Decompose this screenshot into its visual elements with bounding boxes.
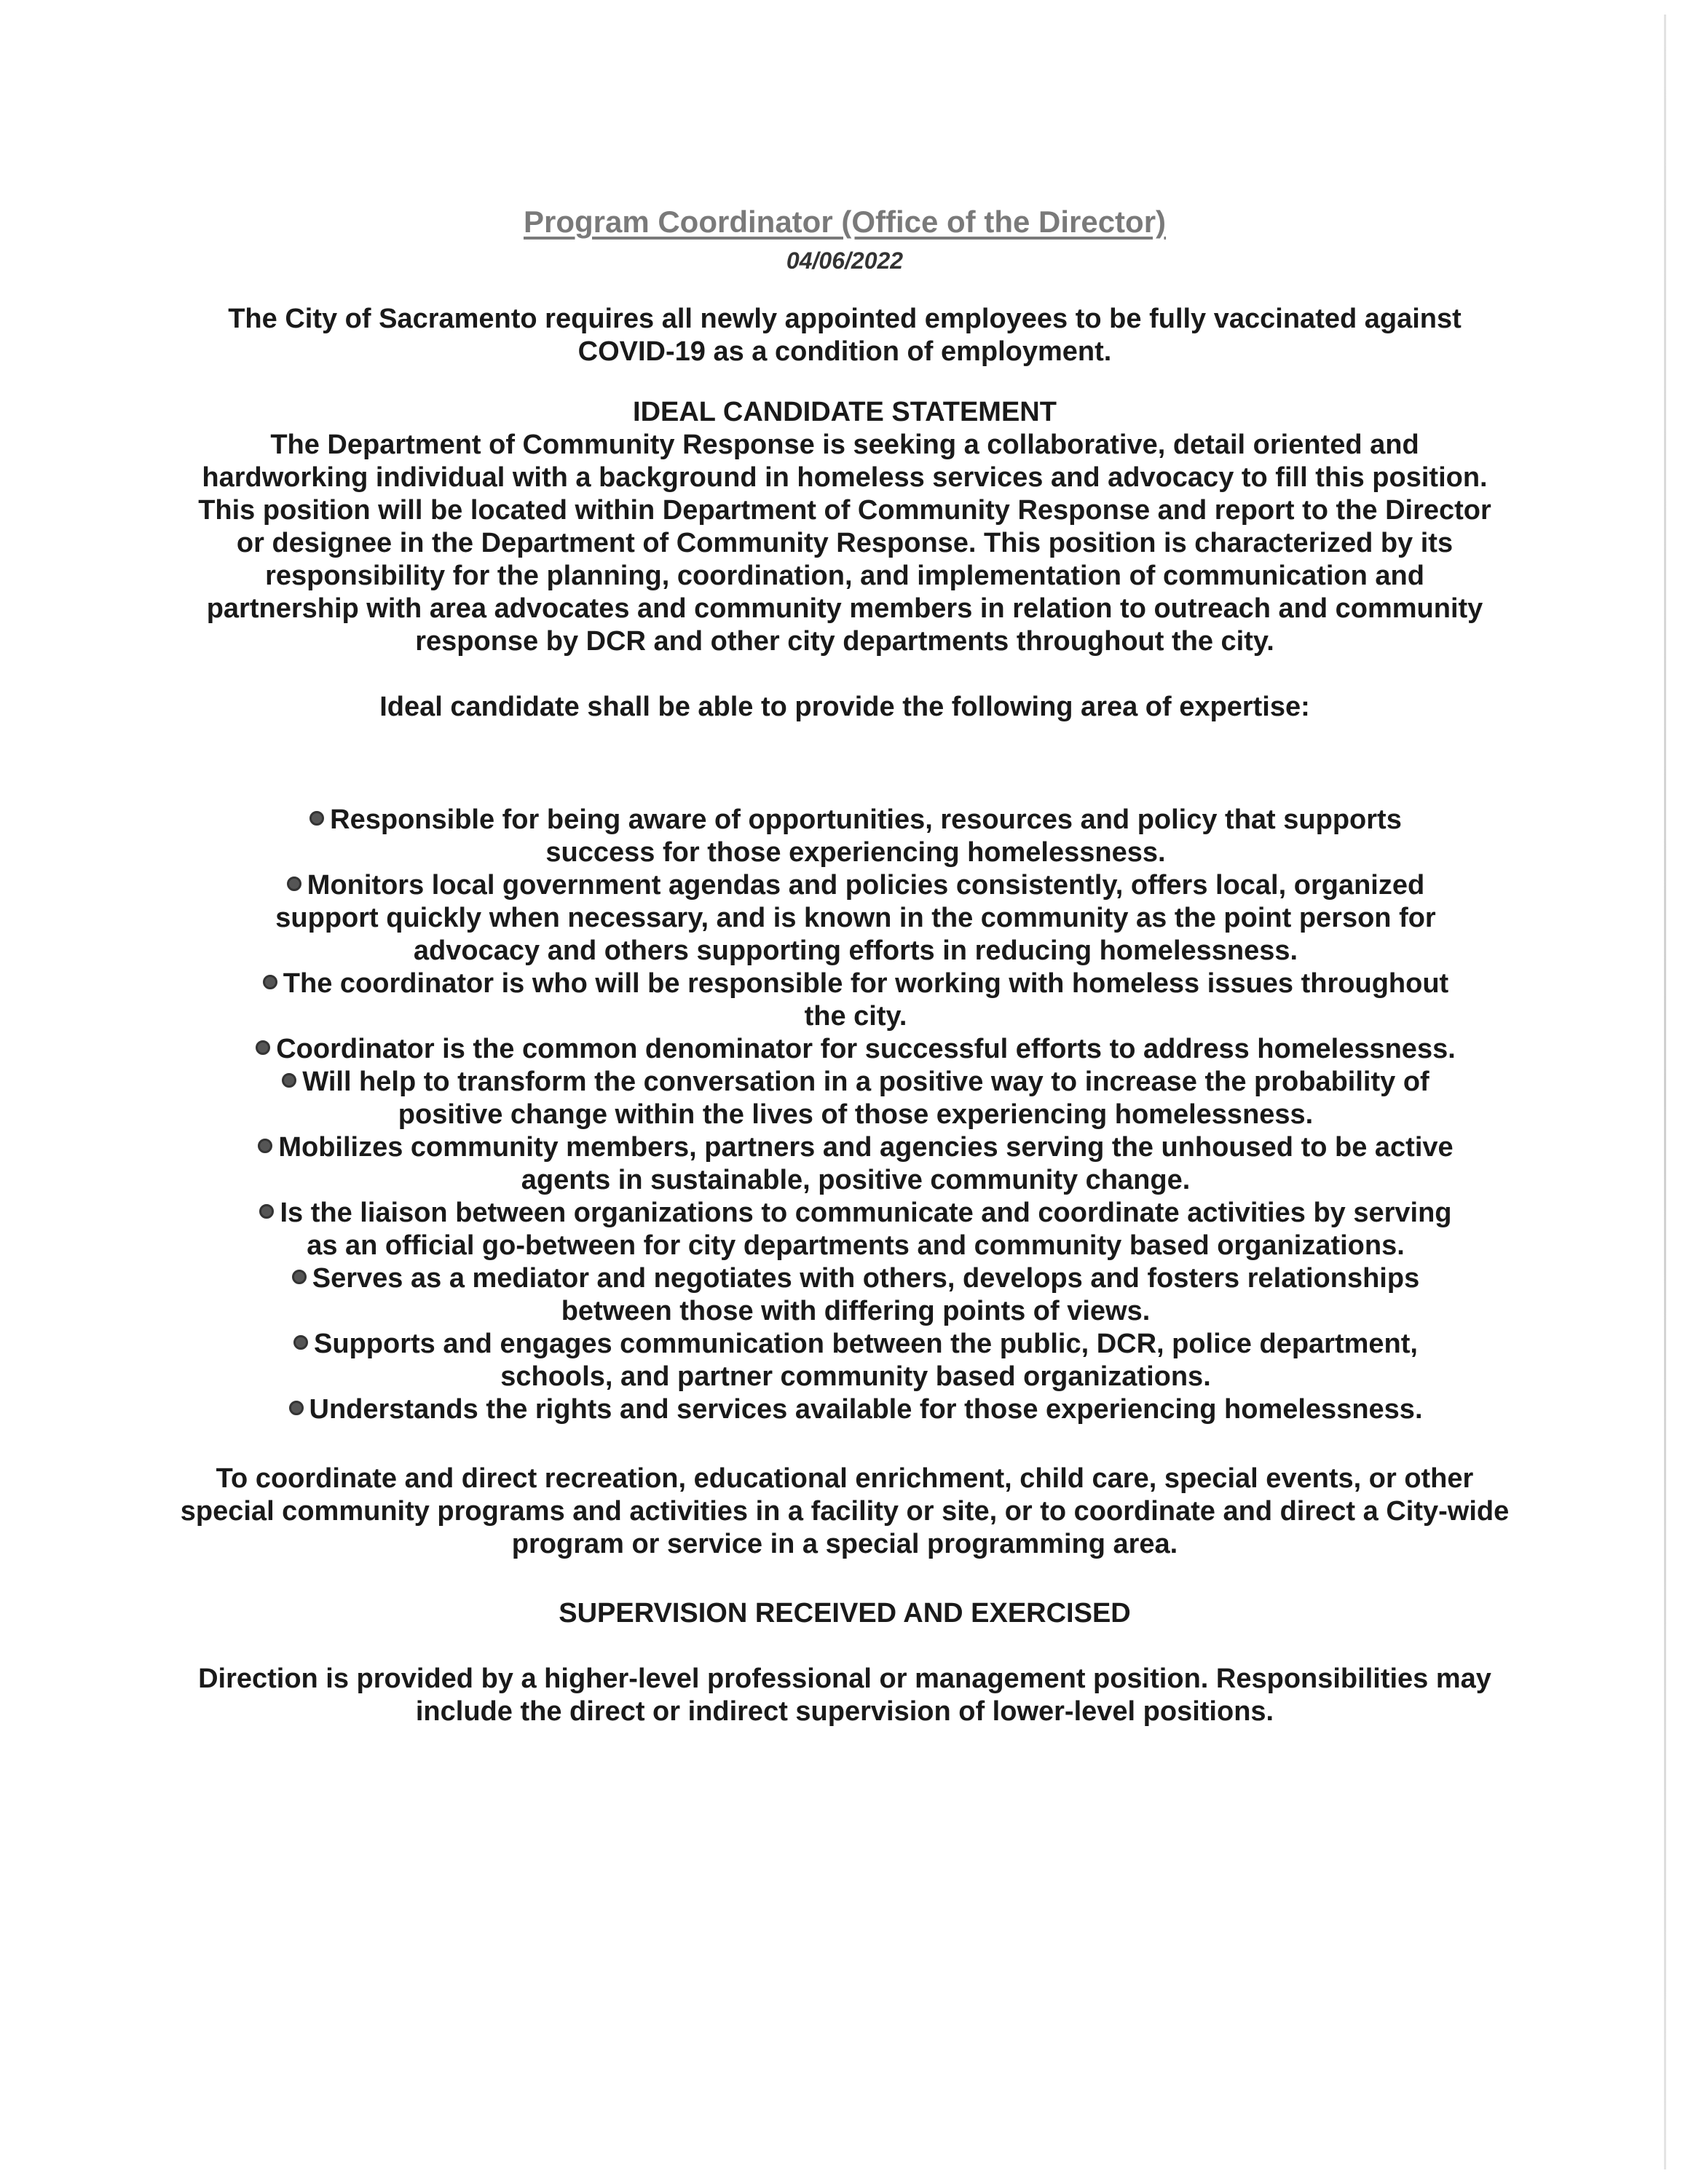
list-item <box>255 1197 1456 1262</box>
supervision-body: Direction is provided by a higher-level professional or management position. Responsibilities may include the direct or indirect supervision of lower-level positions. <box>198 1663 1491 1727</box>
ideal-candidate-heading: IDEAL CANDIDATE STATEMENT <box>633 397 1057 427</box>
scan-edge-line <box>1664 15 1666 2169</box>
list-item-text: Supports and engages communication between the public, DCR, police department, schools, and partner community based organizations. <box>314 1329 1418 1392</box>
list-item <box>255 1131 1456 1197</box>
bullet-icon <box>287 877 301 891</box>
supervision-heading: SUPERVISION RECEIVED AND EXERCISED <box>559 1598 1131 1629</box>
list-item-text: Serves as a mediator and negotiates with others, develops and fosters relationships between those with differing points of views. <box>312 1263 1420 1326</box>
ideal-candidate-body: The Department of Community Response is seeking a collaborative, detail oriented and hardworking individual with a background in homeless services and advocacy to fill this position. This position will be located within Department of Community Response and report to the Director or designee in the Department of Community Response. This position is characterized by its responsibility for the planning, coordination, and implementation of communication and partnership with area advocates and community members in relation to outreach and community response by DCR and other city departments throughout the city. <box>198 430 1491 657</box>
bullet-icon <box>293 1335 308 1350</box>
list-item-text: Will help to transform the conversation in a positive way to increase the probability of positive change within the lives of those experiencing homelessness. <box>302 1067 1429 1130</box>
list-item <box>255 1066 1456 1131</box>
list-item <box>255 869 1456 968</box>
list-item-text: Monitors local government agendas and policies consistently, offers local, organized support quickly when necessary, and is known in the community as the point person for advocacy and others supporting efforts in reducing homelessness. <box>275 870 1436 966</box>
list-item-text: Understands the rights and services available for those experiencing homelessness. <box>309 1394 1423 1425</box>
list-item <box>255 1262 1456 1328</box>
list-item-text: Mobilizes community members, partners and agencies serving the unhoused to be active agents in sustainable, positive community change. <box>278 1132 1454 1195</box>
document-date: 04/06/2022 <box>786 248 904 274</box>
bullet-icon <box>258 1139 272 1153</box>
list-item-text: The coordinator is who will be responsible for working with homeless issues throughout the city. <box>283 968 1449 1032</box>
list-item-text: Coordinator is the common denominator for successful efforts to address homelessness. <box>276 1034 1456 1064</box>
bullet-icon <box>263 975 277 989</box>
bullet-icon <box>282 1073 296 1088</box>
expertise-intro: Ideal candidate shall be able to provide the following area of expertise: <box>379 692 1310 722</box>
document-title: Program Coordinator (Office of the Director) <box>523 205 1167 239</box>
list-item <box>255 1393 1456 1426</box>
list-item <box>255 968 1456 1033</box>
list-item <box>255 1033 1456 1066</box>
list-item <box>255 1328 1456 1393</box>
list-item <box>255 804 1456 869</box>
list-item-text: Is the liaison between organizations to communicate and coordinate activities by serving as an official go-between for city departments and community based organizations. <box>280 1198 1452 1261</box>
bullet-icon <box>309 811 324 826</box>
bullet-icon <box>289 1401 304 1415</box>
bullet-icon <box>259 1204 274 1219</box>
list-item-text: Responsible for being aware of opportunities, resources and policy that supports success for those experiencing homelessness. <box>330 804 1402 868</box>
position-purpose: To coordinate and direct recreation, educational enrichment, child care, special events, or other special community programs and activities in a facility or site, or to coordinate and direct a City-wide program or service in a special programming area. <box>180 1463 1510 1559</box>
document-content <box>180 204 1510 1728</box>
bullet-icon <box>292 1270 307 1284</box>
vaccine-notice: The City of Sacramento requires all newly appointed employees to be fully vaccinated against COVID-19 as a condition of employment. <box>228 304 1462 367</box>
bullet-icon <box>256 1040 270 1055</box>
expertise-list <box>189 804 1500 1426</box>
